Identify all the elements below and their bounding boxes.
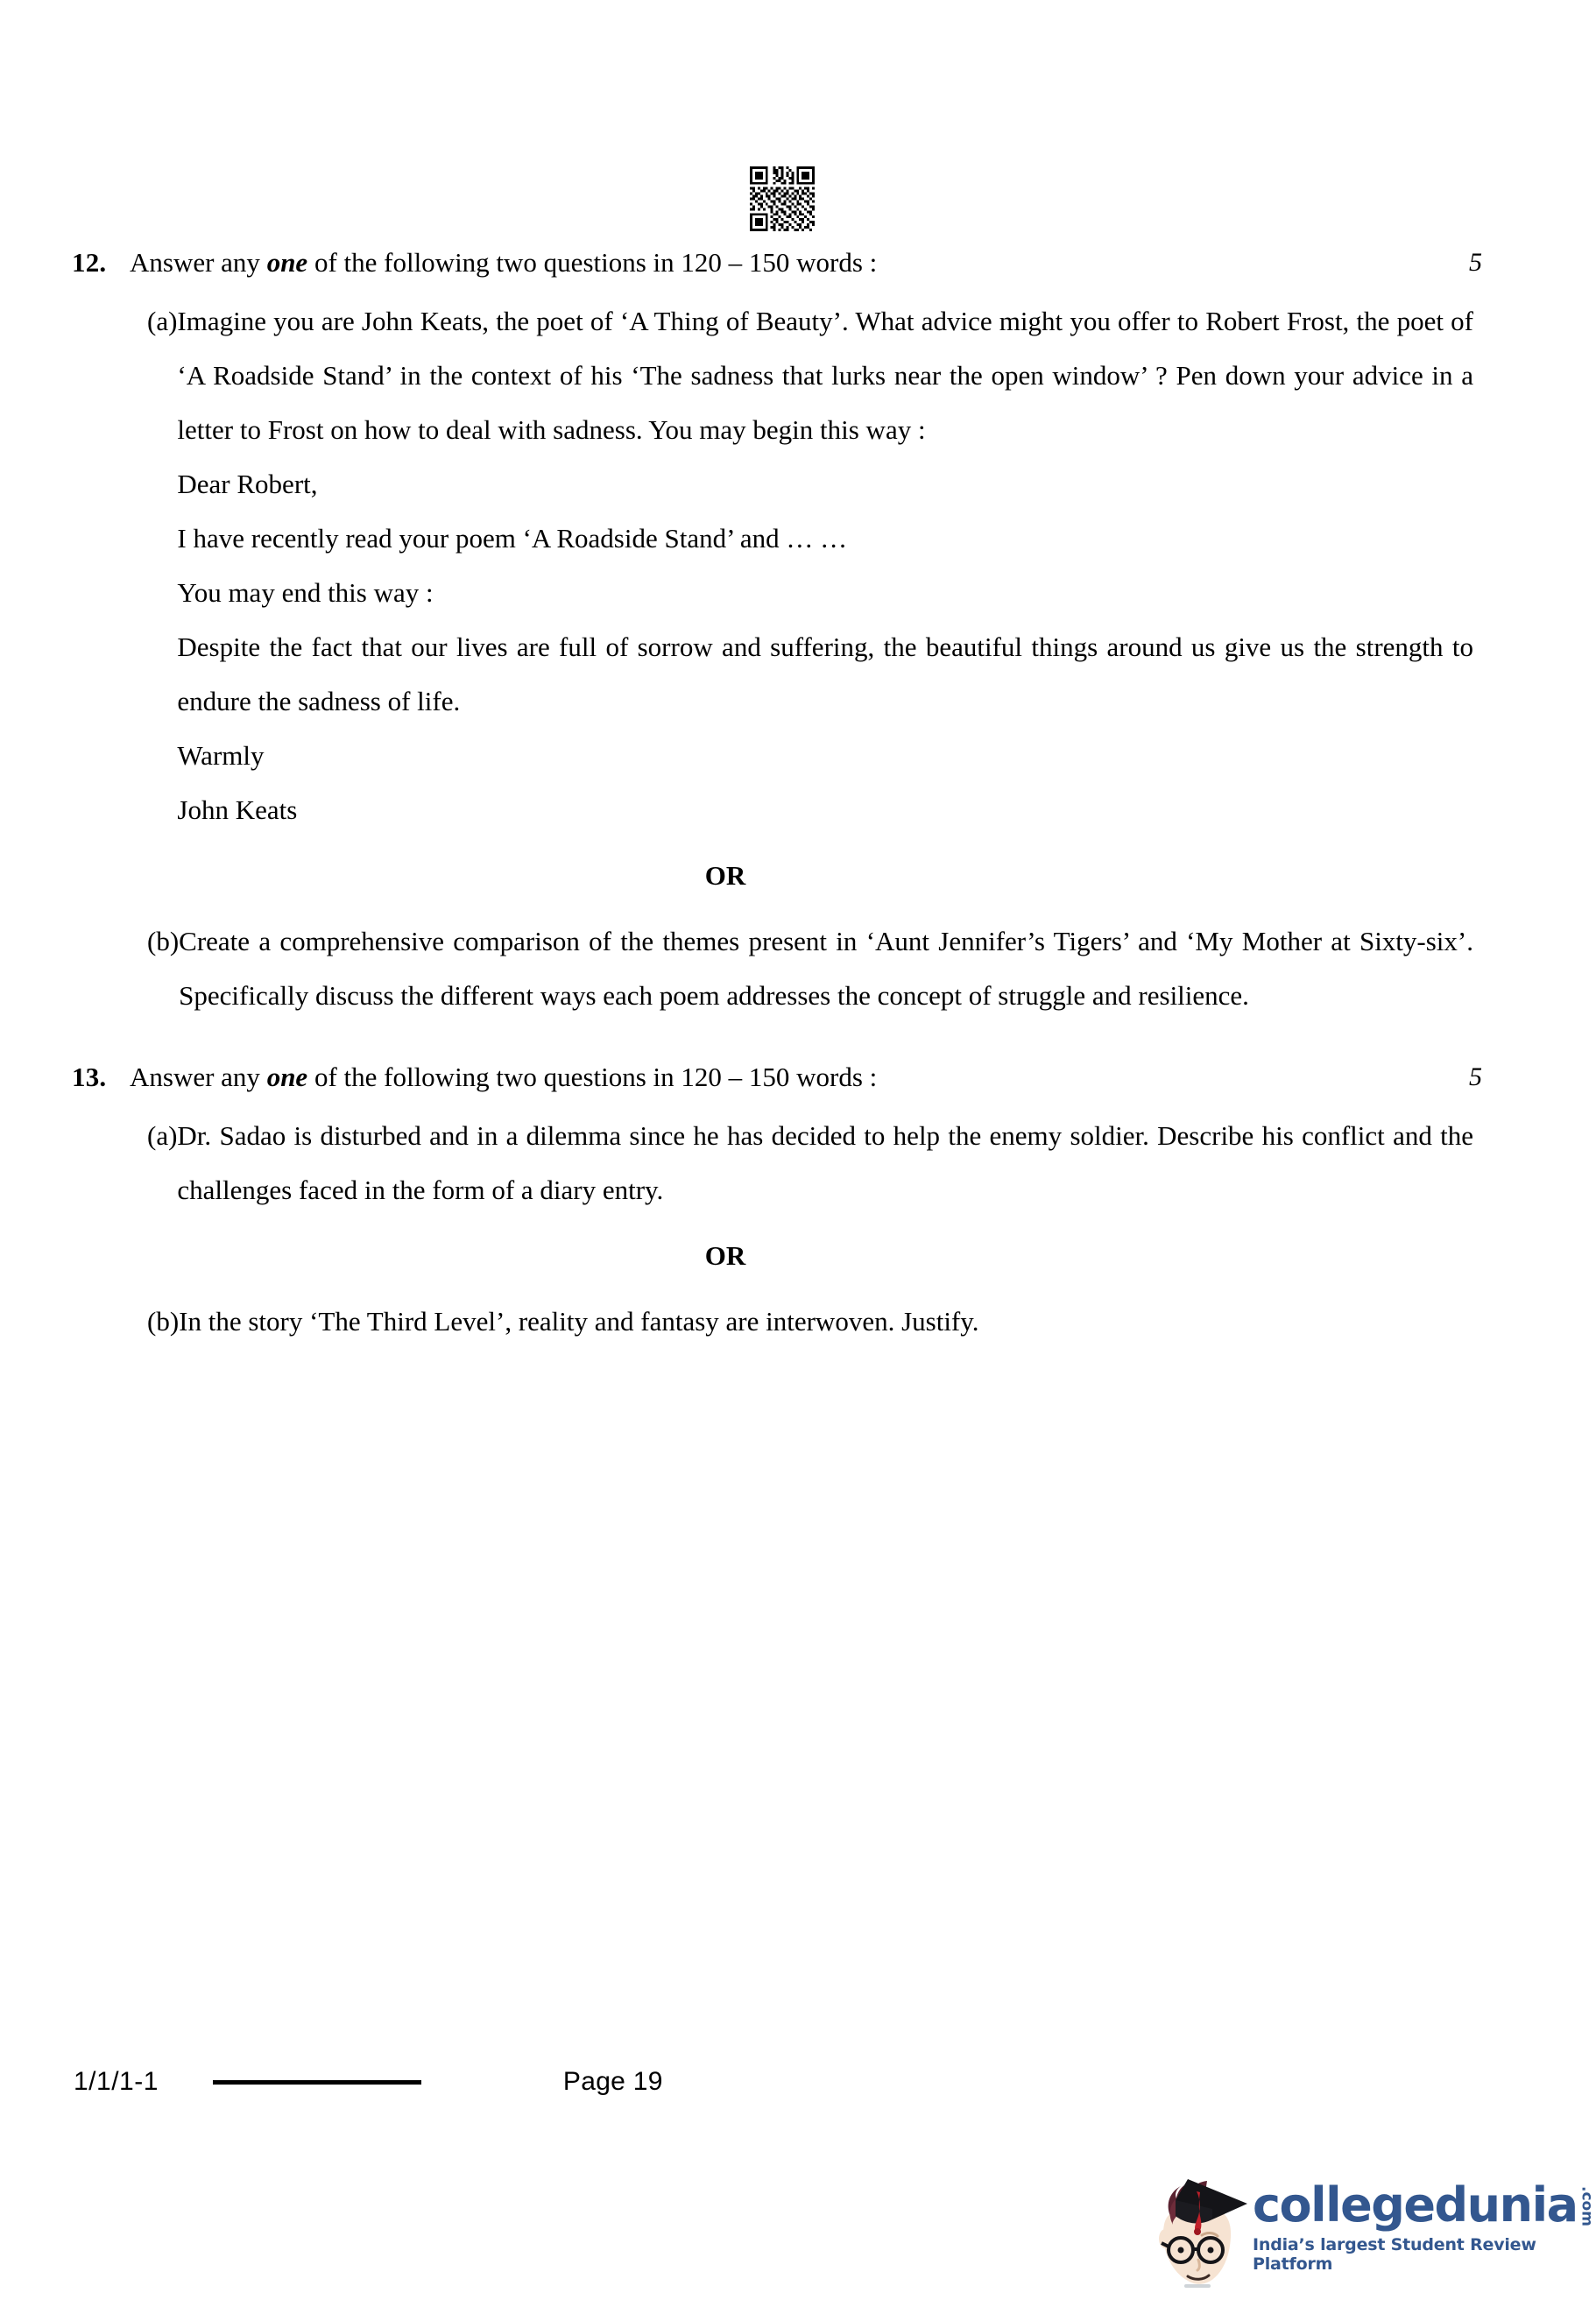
question-13-part-a — [72, 1109, 1493, 1217]
question-13-part-b-body — [179, 1295, 1493, 1349]
question-block-spacer — [72, 1023, 1493, 1058]
student-mascot-icon — [1149, 2162, 1253, 2293]
collegedunia-dotcom: .com — [1578, 2186, 1596, 2226]
question-13-marks: 5 — [1469, 1062, 1482, 1091]
question-12-part-b-para-1: Create a comprehensive comparison of the themes present in ‘Aunt Jennifer’s Tigers’ and ‘My Mother at Sixty-six’. Specifically discuss the different ways each poem addresses the concept of struggle and resilience. — [179, 926, 1473, 1011]
collegedunia-name-row — [1253, 2177, 1596, 2233]
collegedunia-watermark — [1149, 2162, 1596, 2293]
question-13-part-a-body — [177, 1109, 1493, 1217]
question-12-part-a — [72, 294, 1493, 837]
question-13-stem-pre: Answer any — [130, 1062, 267, 1092]
question-13-stem — [130, 1058, 1493, 1097]
question-12-part-a-closing-para: Despite the fact that our lives are full of sorrow and suffering, the beautiful things around us give us the strength to endure the sadness of life. — [177, 631, 1473, 716]
question-13 — [72, 1058, 1493, 1097]
question-13-part-b — [72, 1295, 1493, 1349]
question-12-part-b — [72, 914, 1493, 1023]
question-12-part-b-body — [179, 914, 1493, 1023]
question-12 — [72, 243, 1493, 282]
question-12-part-a-body — [177, 294, 1493, 837]
question-13-or-separator: OR — [704, 1240, 746, 1271]
question-13-part-b-para-1: In the story ‘The Third Level’, reality and fantasy are interwoven. Justify. — [179, 1306, 979, 1337]
page-number: Page 19 — [562, 2067, 663, 2096]
question-12-stem-post: of the following two questions in 120 – 150 words : — [307, 247, 878, 278]
question-12-stem — [130, 243, 1493, 282]
question-12-part-a-end-cue: You may end this way : — [177, 577, 434, 608]
question-12-part-a-para-1: Imagine you are John Keats, the poet of ‘A Thing of Beauty’. What advice might you offer to Robert Frost, the poet of ‘A Roadside Stand’ in the context of his ‘The sadness that lurks near the open window’ ? Pen down your advice in a letter to Frost on how to deal with sadness. You may begin this way : — [177, 306, 1473, 445]
collegedunia-tagline: India’s largest Student Review Platform — [1253, 2235, 1536, 2274]
question-12-part-a-label: (a) — [147, 306, 178, 336]
question-13-part-a-label: (a) — [147, 1120, 178, 1151]
question-12-number: 12. — [72, 247, 107, 278]
question-13-number: 13. — [72, 1062, 107, 1092]
qr-code-container — [0, 166, 1564, 231]
question-12-marks: 5 — [1469, 248, 1482, 277]
footer-divider-rule — [213, 2080, 421, 2085]
page-footer — [74, 2067, 1491, 2097]
question-12-part-a-salutation: Dear Robert, — [177, 469, 318, 499]
question-12-part-a-signature: John Keats — [177, 794, 298, 825]
question-13-stem-emphasis: one — [266, 1062, 308, 1092]
question-13-part-b-label: (b) — [147, 1306, 180, 1337]
question-13-stem-post: of the following two questions in 120 – 150 words : — [307, 1062, 878, 1092]
question-12-stem-pre: Answer any — [130, 247, 267, 278]
question-12-part-a-signoff: Warmly — [177, 740, 265, 771]
collegedunia-name: collegedunia — [1253, 2177, 1578, 2233]
question-12-part-b-label: (b) — [147, 926, 180, 956]
paper-code: 1/1/1-1 — [74, 2067, 159, 2096]
question-12-or-separator: OR — [704, 860, 746, 891]
question-content — [72, 243, 1493, 1349]
collegedunia-mascot — [1149, 2162, 1253, 2293]
question-12-part-a-opening-line: I have recently read your poem ‘A Roadside Stand’ and … … — [177, 523, 848, 554]
question-12-stem-emphasis: one — [266, 247, 308, 278]
question-13-part-a-para-1: Dr. Sadao is disturbed and in a dilemma since he has decided to help the enemy soldier. Describe his conflict and the challenges faced in the form of a diary entry. — [177, 1120, 1473, 1205]
qr-code-icon — [750, 166, 815, 231]
collegedunia-wordmark — [1253, 2162, 1594, 2274]
